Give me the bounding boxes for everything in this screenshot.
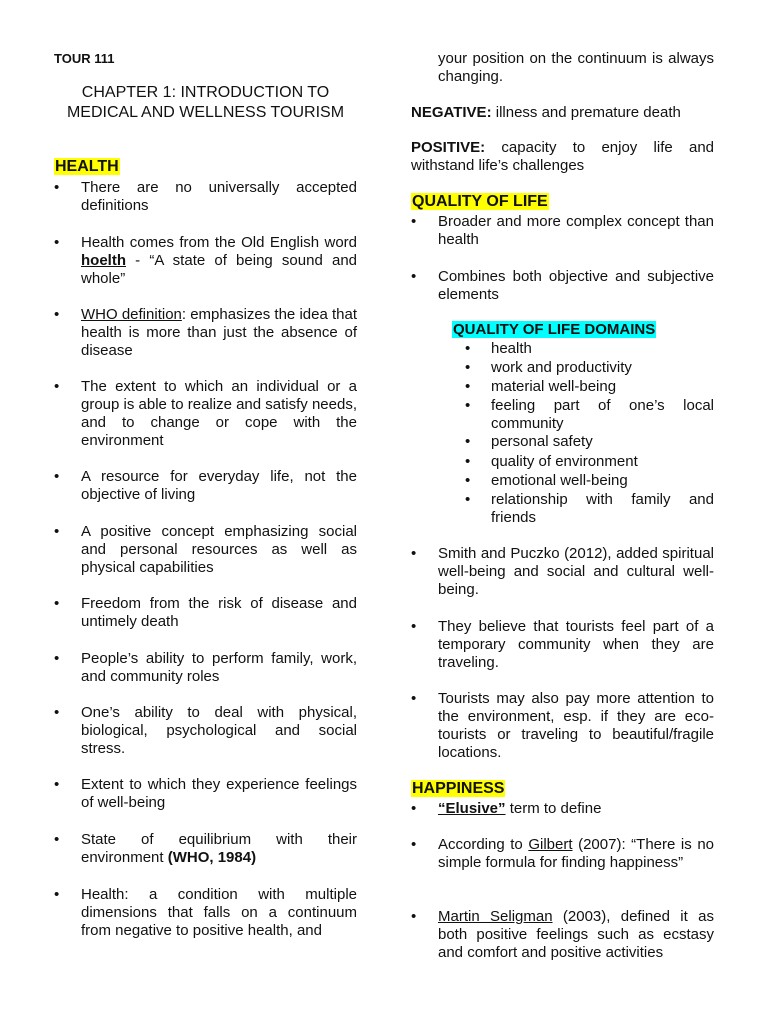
domain-item: • relationship with family and friends [491,491,714,527]
list-item: • Health: a condition with multiple dimensions that falls on a continuum from negative to positive health, and [81,886,357,940]
domain-item: • work and productivity [491,359,714,377]
list-item: • The extent to which an individual or a group is able to realize and satisfy needs, and to change or cope with the environment [81,378,357,450]
continuation-text: your position on the continuum is always changing. [438,50,714,85]
domain-item: • health [491,340,714,358]
term-who-definition: WHO definition [81,306,182,323]
list-item: • They believe that tourists feel part of a temporary community when they are traveling. [438,618,714,672]
chapter-title: CHAPTER 1: INTRODUCTION TO MEDICAL AND WELLNESS TOURISM [66,84,345,121]
domain-item: • emotional well-being [491,472,714,490]
domain-item: • feeling part of one’s local community [491,397,714,433]
positive-definition: POSITIVE: capacity to enjoy life and withstand life’s challenges [411,139,714,174]
list-item: • Extent to which they experience feelings of well-being [81,776,357,812]
list-item: • WHO definition: emphasizes the idea that health is more than just the absence of disease [81,306,357,360]
term-gilbert: Gilbert [528,836,573,853]
subheading-text: QUALITY OF LIFE DOMAINS [453,321,656,338]
list-item: • Tourists may also pay more attention to the environment, esp. if they are eco-tourists or traveling to beautiful/fragile locations. [438,690,714,762]
list-item: • A resource for everyday life, not the objective of living [81,468,357,504]
list-item: • Smith and Puczko (2012), added spiritual well-being and social and cultural well-being. [438,545,714,599]
list-item: • Broader and more complex concept than health [438,213,714,249]
section-heading-happiness [411,780,505,798]
list-item: • Freedom from the risk of disease and untimely death [81,595,357,631]
section-heading-quality-of-life [411,193,549,211]
section-heading-health [54,158,120,176]
term-elusive: “Elusive” [438,800,506,817]
term-martin-seligman: Martin Seligman [438,908,553,925]
citation-who-1984: (WHO, 1984) [167,849,257,866]
list-item: • Health comes from the Old English word hoelth - “A state of being sound and whole” [81,234,357,288]
list-item: • Combines both objective and subjective elements [438,268,714,304]
list-item: • “Elusive” term to define [438,800,714,818]
list-item: • One’s ability to deal with physical, biological, psychological and social stress. [81,704,357,758]
list-item: • State of equilibrium with their environment (WHO, 1984) [81,831,357,867]
list-item: • People’s ability to perform family, work, and community roles [81,650,357,686]
list-item: • According to Gilbert (2007): “There is no simple formula for finding happiness” [438,836,714,872]
negative-definition: NEGATIVE: illness and premature death [411,104,681,121]
domain-item: • personal safety [491,433,714,451]
list-item: • A positive concept emphasizing social and personal resources as well as physical capabilities [81,523,357,577]
course-code: TOUR 111 [54,51,115,66]
heading-text: QUALITY OF LIFE [412,193,548,210]
domain-item: • quality of environment [491,453,714,471]
list-item: • There are no universally accepted definitions [81,179,357,215]
subheading-quality-of-life-domains [452,321,656,339]
list-item: • Martin Seligman (2003), defined it as both positive feelings such as ecstasy and comfort and positive activities [438,908,714,962]
domain-item: • material well-being [491,378,714,396]
heading-text: HAPPINESS [412,780,505,797]
heading-text: HEALTH [55,158,119,175]
term-hoelth: hoelth [81,252,126,269]
